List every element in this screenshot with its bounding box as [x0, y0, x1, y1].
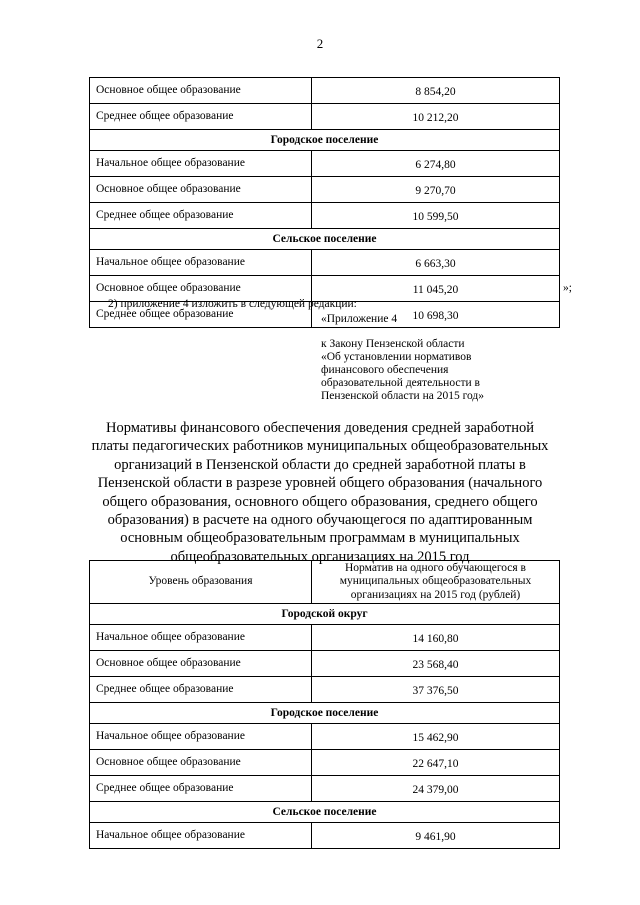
- table-header-row: [90, 561, 560, 604]
- education-level-cell: Среднее общее образование: [90, 104, 312, 130]
- education-level-cell: Начальное общее образование: [90, 151, 312, 177]
- column-header-line: Норматив на одного обучающегося в: [344, 561, 526, 574]
- section-header: Городское поселение: [90, 130, 560, 151]
- column-header-line: муниципальных общеобразовательных: [339, 575, 532, 588]
- table-row: [90, 151, 560, 177]
- education-level-cell: Основное общее образование: [90, 276, 312, 302]
- norm-value-cell: 14 160,80: [312, 625, 560, 651]
- heading-line: общего образования, основного общего образования, среднего общего: [102, 493, 538, 510]
- appendix-line: к Закону Пензенской области: [321, 338, 465, 350]
- education-level-cell: Начальное общее образование: [90, 823, 312, 849]
- norm-value-cell: 9 461,90: [312, 823, 560, 849]
- table-row: [90, 677, 560, 703]
- norm-value-cell: 6 663,30: [312, 250, 560, 276]
- norms-table-continued: [89, 77, 560, 328]
- appendix-title-text: «Приложение 4: [321, 313, 398, 325]
- table-row: [90, 203, 560, 229]
- section-header: Сельское поселение: [90, 229, 560, 250]
- section-row: [90, 130, 560, 151]
- table-row: [90, 750, 560, 776]
- section-header: Городской округ: [90, 604, 560, 625]
- heading-line: основным общеобразовательным программам в муниципальных: [120, 530, 520, 547]
- norm-value-cell: 15 462,90: [312, 724, 560, 750]
- document-heading: [60, 419, 580, 566]
- table-row: [90, 104, 560, 130]
- education-level-cell: Начальное общее образование: [90, 250, 312, 276]
- appendix-reference: [321, 338, 484, 403]
- appendix-line: «Об установлении нормативов: [321, 351, 472, 363]
- norm-value-cell: 24 379,00: [312, 776, 560, 802]
- heading-line: общеобразовательных организациях на 2015 год: [170, 548, 470, 565]
- norm-value-cell: 9 270,70: [312, 177, 560, 203]
- table-row: [90, 651, 560, 677]
- norm-value-cell: 10 698,30: [312, 302, 560, 328]
- education-level-cell: Начальное общее образование: [90, 724, 312, 750]
- norms-table: [89, 560, 560, 849]
- column-header-norm: [312, 561, 560, 604]
- norm-value-cell: 11 045,20: [312, 276, 560, 302]
- table-row: [90, 823, 560, 849]
- norm-value-cell: 37 376,50: [312, 677, 560, 703]
- education-level-cell: Начальное общее образование: [90, 625, 312, 651]
- table-row: [90, 625, 560, 651]
- education-level-cell: Основное общее образование: [90, 78, 312, 104]
- norm-value-cell: 23 568,40: [312, 651, 560, 677]
- section-row: [90, 802, 560, 823]
- education-level-cell: Среднее общее образование: [90, 677, 312, 703]
- heading-line: Нормативы финансового обеспечения доведения средней заработной: [105, 420, 535, 436]
- appendix-line: Пензенской области на 2015 год»: [321, 390, 485, 402]
- education-level-cell: Среднее общее образование: [90, 776, 312, 802]
- column-header-level: Уровень образования: [90, 561, 312, 604]
- heading-line: платы педагогических работников муниципальных общеобразовательных: [91, 438, 549, 455]
- appendix-line: финансового обеспечения: [321, 364, 449, 376]
- table-row: [90, 78, 560, 104]
- section-row: [90, 604, 560, 625]
- table-row: [90, 250, 560, 276]
- section-header: Городское поселение: [90, 703, 560, 724]
- heading-line: организаций в Пензенской области до средней заработной платы в: [114, 456, 526, 473]
- education-level-cell: Основное общее образование: [90, 750, 312, 776]
- section-row: [90, 703, 560, 724]
- norm-value-cell: 10 212,20: [312, 104, 560, 130]
- closing-quote-mark: »;: [563, 282, 572, 294]
- appendix-title: [321, 313, 397, 326]
- appendix-line: образовательной деятельности в: [321, 377, 480, 389]
- heading-line: образования) в расчете на одного обучающегося по адаптированным: [107, 512, 533, 529]
- table-row: [90, 177, 560, 203]
- section-header: Сельское поселение: [90, 802, 560, 823]
- norm-value-cell: 8 854,20: [312, 78, 560, 104]
- education-level-cell: Среднее общее образование: [90, 203, 312, 229]
- page-number: 2: [316, 36, 324, 51]
- section-row: [90, 229, 560, 250]
- education-level-cell: Среднее общее образование: [90, 302, 312, 328]
- education-level-cell: Основное общее образование: [90, 651, 312, 677]
- table-row: [90, 724, 560, 750]
- table-row: [90, 776, 560, 802]
- norm-value-cell: 22 647,10: [312, 750, 560, 776]
- column-header-line: организациях на 2015 год (рублей): [350, 588, 521, 601]
- education-level-cell: Основное общее образование: [90, 177, 312, 203]
- norm-value-cell: 6 274,80: [312, 151, 560, 177]
- heading-line: Пензенской области в разрезе уровней общего образования (начального: [97, 475, 543, 492]
- amendment-text: 2) приложение 4 изложить в следующей редакции:: [108, 298, 357, 310]
- norm-value-cell: 10 599,50: [312, 203, 560, 229]
